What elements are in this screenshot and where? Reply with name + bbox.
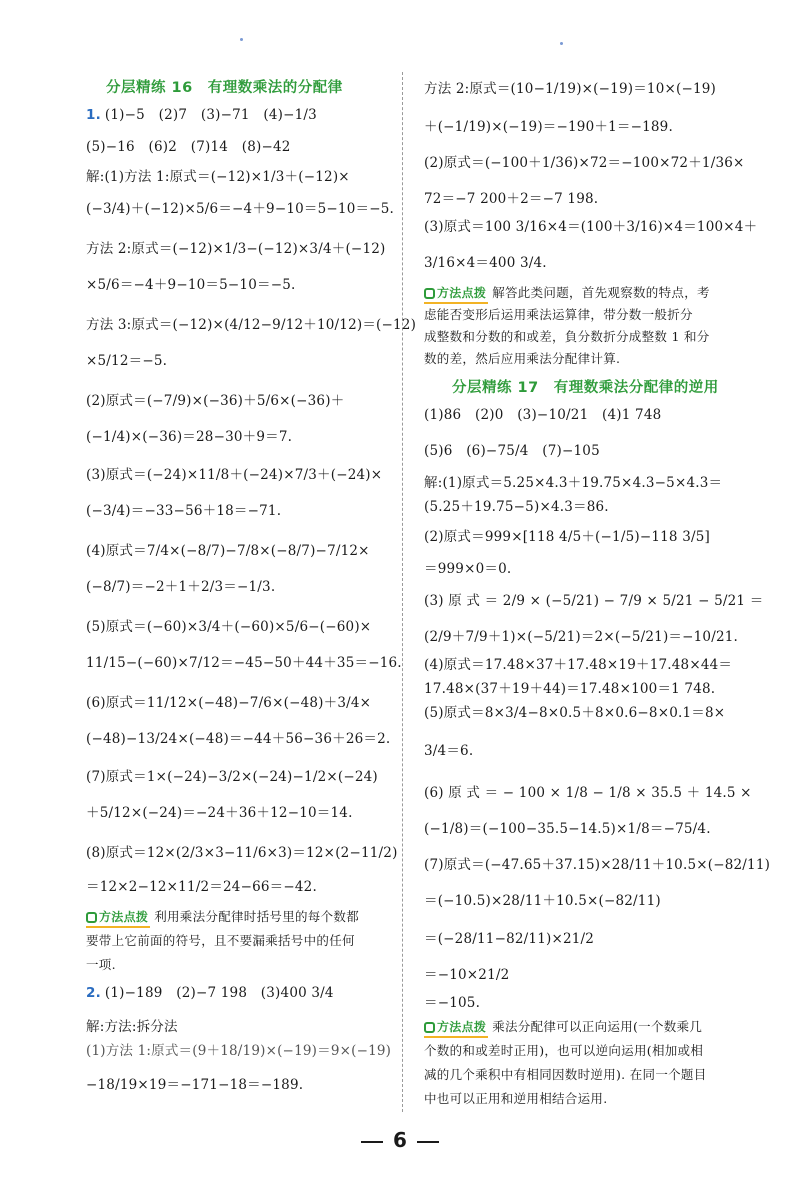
tip-icon — [424, 1022, 435, 1033]
solution-line: 方法 2:原式＝(10−1/19)×(−19)＝10×(−19) — [424, 81, 717, 97]
ink-dot — [240, 38, 243, 41]
solution-line: (1)方法 1:原式＝(9＋18/19)×(−19)＝9×(−19) — [86, 1043, 392, 1059]
method-tip-line: 要带上它前面的符号，且不要漏乘括号中的任何 — [86, 933, 355, 948]
solution-line: 3/4＝6. — [424, 743, 474, 759]
solution-line: 解:(1)方法 1:原式＝(−12)×1/3＋(−12)× — [86, 169, 350, 185]
solution-line: ＝(−10.5)×28/11＋10.5×(−82/11) — [424, 893, 661, 909]
solution-line: (4)原式＝7/4×(−8/7)−7/8×(−8/7)−7/12× — [86, 543, 370, 559]
solution-line: ＝(−28/11−82/11)×21/2 — [424, 931, 595, 947]
solution-line: (−3/4)＝−33−56＋18＝−71. — [86, 503, 282, 519]
solution-line: ×5/12＝−5. — [86, 353, 168, 369]
method-tip-line: 数的差，然后应用乘法分配律计算. — [424, 351, 621, 366]
solution-line: (5.25＋19.75−5)×4.3＝86. — [424, 499, 609, 515]
solution-line: (5)原式＝(−60)×3/4＋(−60)×5/6−(−60)× — [86, 619, 372, 635]
method-tip-line: 虑能否变形后运用乘法运算律，带分数一般折分 — [424, 307, 693, 322]
solution-line: 17.48×(37＋19＋44)＝17.48×100＝1 748. — [424, 681, 716, 697]
solution-line: (2)原式＝999×[118 4/5＋(−1/5)−118 3/5] — [424, 529, 710, 545]
solution-line: (−8/7)＝−2＋1＋2/3＝−1/3. — [86, 579, 276, 595]
solution-line: (2)原式＝(−100＋1/36)×72＝−100×72＋1/36× — [424, 155, 745, 171]
tip-icon — [86, 912, 97, 923]
solution-line: ＝999×0＝0. — [424, 561, 512, 577]
solution-line: (7)原式＝(−47.65＋37.15)×28/11＋10.5×(−82/11) — [424, 857, 771, 873]
answer-line: (1)86 (2)0 (3)−10/21 (4)1 748 — [424, 407, 662, 423]
column-divider — [402, 72, 403, 1112]
solution-line: (7)原式＝1×(−24)−3/2×(−24)−1/2×(−24) — [86, 769, 378, 785]
solution-line: (−48)−13/24×(−48)＝−44＋56−36＋26＝2. — [86, 731, 391, 747]
solution-line: (6)原式＝11/12×(−48)−7/6×(−48)＋3/4× — [86, 695, 372, 711]
method-tip-line: 个数的和或差时正用)，也可以逆向运用(相加或相 — [424, 1043, 704, 1058]
solution-line: (3)原式＝100 3/16×4＝(100＋3/16)×4＝100×4＋ — [424, 219, 758, 235]
solution-line: ×5/6＝−4＋9−10＝5−10＝−5. — [86, 277, 296, 293]
solution-line: (−1/4)×(−36)＝28−30＋9＝7. — [86, 429, 293, 445]
solution-line: (8)原式＝12×(2/3×3−11/6×3)＝12×(2−11/2) — [86, 845, 398, 861]
section-title-17: 分层精练 17 有理数乘法分配律的逆用 — [452, 380, 719, 396]
solution-line: ＋5/12×(−24)＝−24＋36＋12−10＝14. — [86, 805, 353, 821]
solution-line: 72＝−7 200＋2＝−7 198. — [424, 191, 599, 207]
solution-line: (2)原式＝(−7/9)×(−36)＋5/6×(−36)＋ — [86, 393, 345, 409]
answer-line: 2. (1)−189 (2)−7 198 (3)400 3/4 — [86, 985, 334, 1001]
solution-line: 11/15−(−60)×7/12＝−45−50＋44＋35＝−16. — [86, 655, 402, 671]
method-tip-2: 方法点拨 解答此类问题，首先观察数的特点，考 — [424, 284, 710, 304]
method-tip-badge: 方法点拨 — [86, 908, 150, 928]
page-number: 6 — [0, 1128, 800, 1152]
solution-line: (5)原式＝8×3/4−8×0.5＋8×0.6−8×0.1＝8× — [424, 705, 726, 721]
solution-line: ＋(−1/19)×(−19)＝−190＋1＝−189. — [424, 119, 673, 135]
solution-line: (4)原式＝17.48×37＋17.48×19＋17.48×44＝ — [424, 657, 733, 673]
solution-line: 方法 3:原式＝(−12)×(4/12−9/12＋10/12)＝(−12) — [86, 317, 417, 333]
solution-line: 方法 2:原式＝(−12)×1/3−(−12)×3/4＋(−12) — [86, 241, 386, 257]
solution-line: (−1/8)＝(−100−35.5−14.5)×1/8＝−75/4. — [424, 821, 711, 837]
method-tip-1: 方法点拨 利用乘法分配律时括号里的每个数都 — [86, 908, 359, 928]
solution-line: (6) 原 式 ＝ − 100 × 1/8 − 1/8 × 35.5 ＋ 14.5 × — [424, 785, 752, 801]
solution-line: (2/9＋7/9＋1)×(−5/21)＝2×(−5/21)＝−10/21. — [424, 629, 739, 645]
method-tip-3: 方法点拨 乘法分配律可以正向运用(一个数乘几 — [424, 1018, 702, 1038]
solution-line: (−3/4)＋(−12)×5/6＝−4＋9−10＝5−10＝−5. — [86, 201, 394, 217]
tip-icon — [424, 288, 435, 299]
solution-line: 解:方法:拆分法 — [86, 1019, 178, 1035]
method-tip-line: 成整数和分数的和或差，負分数折分成整数 1 和分 — [424, 329, 710, 344]
method-tip-line: 中也可以正用和逆用相结合运用. — [424, 1091, 608, 1106]
question-number-1: 1. — [86, 107, 101, 123]
solution-line: ＝−10×21/2 — [424, 967, 510, 983]
solution-line: 3/16×4＝400 3/4. — [424, 255, 547, 271]
solution-line: ＝−105. — [424, 995, 481, 1011]
answer-line: (5)−16 (6)2 (7)14 (8)−42 — [86, 139, 291, 155]
solution-line: ＝12×2−12×11/2＝24−66＝−42. — [86, 879, 317, 895]
section-title-16: 分层精练 16 有理数乘法的分配律 — [106, 80, 343, 96]
ink-dot — [560, 42, 563, 45]
method-tip-line: 减的几个乘积中有相同因数时逆用). 在同一个题目 — [424, 1067, 707, 1082]
method-tip-badge: 方法点拨 — [424, 1018, 488, 1038]
solution-line: 解:(1)原式＝5.25×4.3＋19.75×4.3−5×4.3＝ — [424, 475, 723, 491]
answer-line: (5)6 (6)−75/4 (7)−105 — [424, 443, 600, 459]
solution-line: (3) 原 式 ＝ 2/9 × (−5/21) − 7/9 × 5/21 − 5/21 ＝ — [424, 593, 764, 609]
method-tip-badge: 方法点拨 — [424, 284, 488, 304]
question-number-2: 2. — [86, 985, 101, 1001]
solution-line: −18/19×19＝−171−18＝−189. — [86, 1077, 304, 1093]
method-tip-line: 一项. — [86, 957, 116, 972]
solution-line: (3)原式＝(−24)×11/8＋(−24)×7/3＋(−24)× — [86, 467, 383, 483]
answer-line: 1. (1)−5 (2)7 (3)−71 (4)−1/3 — [86, 107, 317, 123]
